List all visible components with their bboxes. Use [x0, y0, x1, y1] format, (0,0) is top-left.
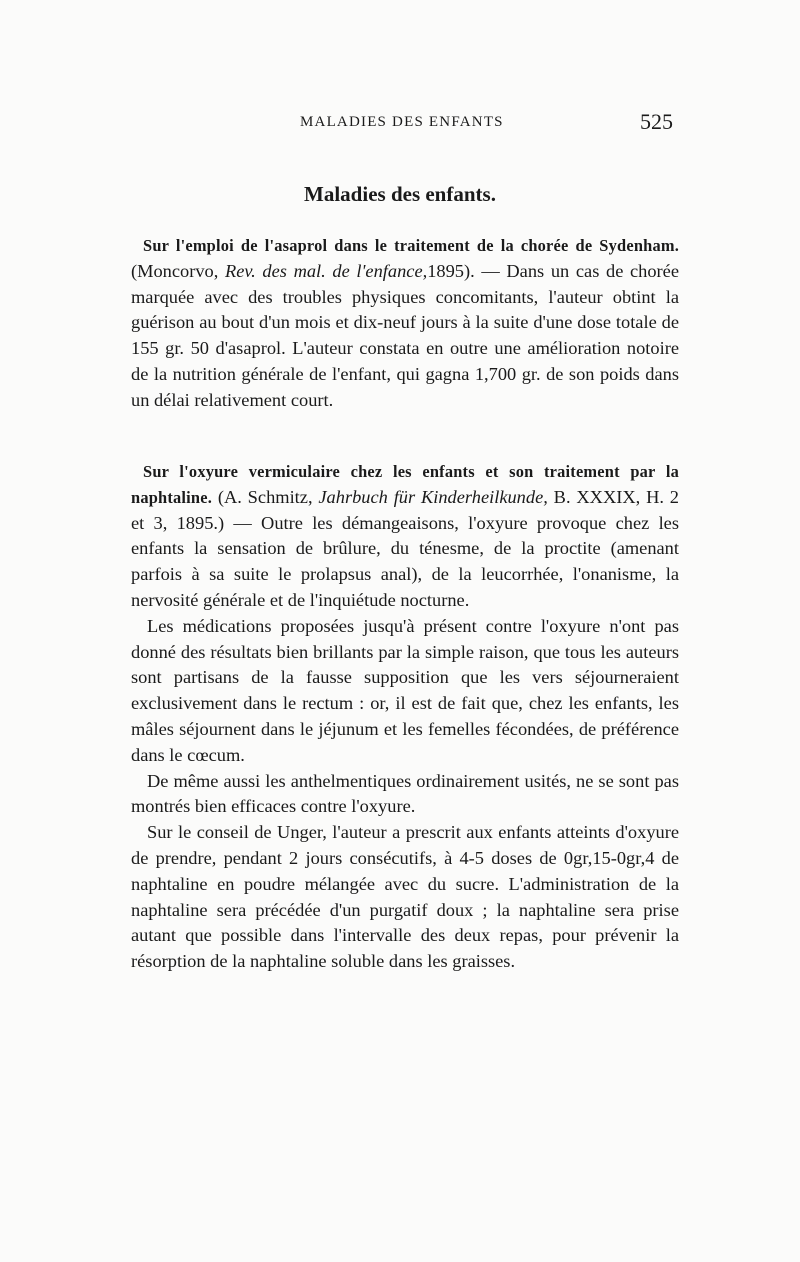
section-title: Maladies des enfants. — [304, 182, 496, 206]
article-paragraph: Les médications proposées jusqu'à présent contre l'oxyure n'ont pas donné des résultats bien brillants par la simple raison, que tous les auteurs sont partisans de la fausse supposition que les vers séjourneraient exclusivement dans le rectum : or, il est de fait que, chez les enfants, les mâles séjournent dans le jéjunum et les femelles fécondées, de préférence dans le cœcum. — [131, 615, 679, 765]
article-paragraph: De même aussi les anthelmentiques ordinairement usités, ne se sont pas montrés bien efficaces contre l'oxyure. — [131, 770, 679, 817]
article-title: Sur l'emploi de l'asaprol dans le traitement de la chorée de Sydenham. — [143, 236, 679, 255]
article-paragraph — [131, 233, 679, 414]
citation-year: 1895). — [427, 260, 475, 281]
citation-author: (A. Schmitz, — [212, 486, 319, 507]
article-title: Sur l'oxyure vermiculaire chez les enfants et son traitement par la naphtaline. — [131, 462, 679, 507]
citation-journal: Jahrbuch für Kinderheilkunde, — [318, 486, 548, 507]
article-asaprol — [131, 233, 679, 414]
citation-rest: B. XXXIX, H. 2 et 3, 1895.) — [131, 486, 679, 533]
citation-author: (Moncorvo, — [131, 260, 225, 281]
citation-journal: Rev. des mal. de l'enfance, — [224, 260, 428, 281]
paragraph-text: — Outre les démangeaisons, l'oxyure provoque chez les enfants la sensation de brûlure, du ténesme, de la proctite (amenant parfois à sa suite le prolapsus anal), de la leucorrhée, l'onanisme, la nervosité générale et de l'inquiétude nocturne. — [131, 512, 680, 610]
article-paragraph: Sur le conseil de Unger, l'auteur a prescrit aux enfants atteints d'oxyure de prendre, pendant 2 jours consécutifs, à 4-5 doses de 0gr,15-0gr,4 de naphtaline en poudre mélangée avec du sucre. L'administration de la naphtaline sera précédée d'un purgatif doux ; la naphtaline sera prise autant que possible dans l'intervalle des deux repas, pour prévenir la résorption de la naphtaline soluble dans les graisses. — [131, 822, 679, 972]
running-title: MALADIES DES ENFANTS — [300, 114, 504, 130]
page-number: 525 — [640, 109, 673, 134]
article-paragraph — [131, 459, 679, 614]
article-oxyure — [131, 459, 679, 975]
paragraph-text: — Dans un cas de chorée marquée avec des troubles physiques concomitants, l'auteur obtint la guérison au bout d'un mois et dix-neuf jours à la suite d'une dose totale de 155 gr. 50 d'asaprol. L'auteur constata en outre une amélioration notoire de la nutrition générale de l'enfant, qui gagna 1,700 gr. de son poids dans un délai relativement court. — [131, 260, 679, 410]
